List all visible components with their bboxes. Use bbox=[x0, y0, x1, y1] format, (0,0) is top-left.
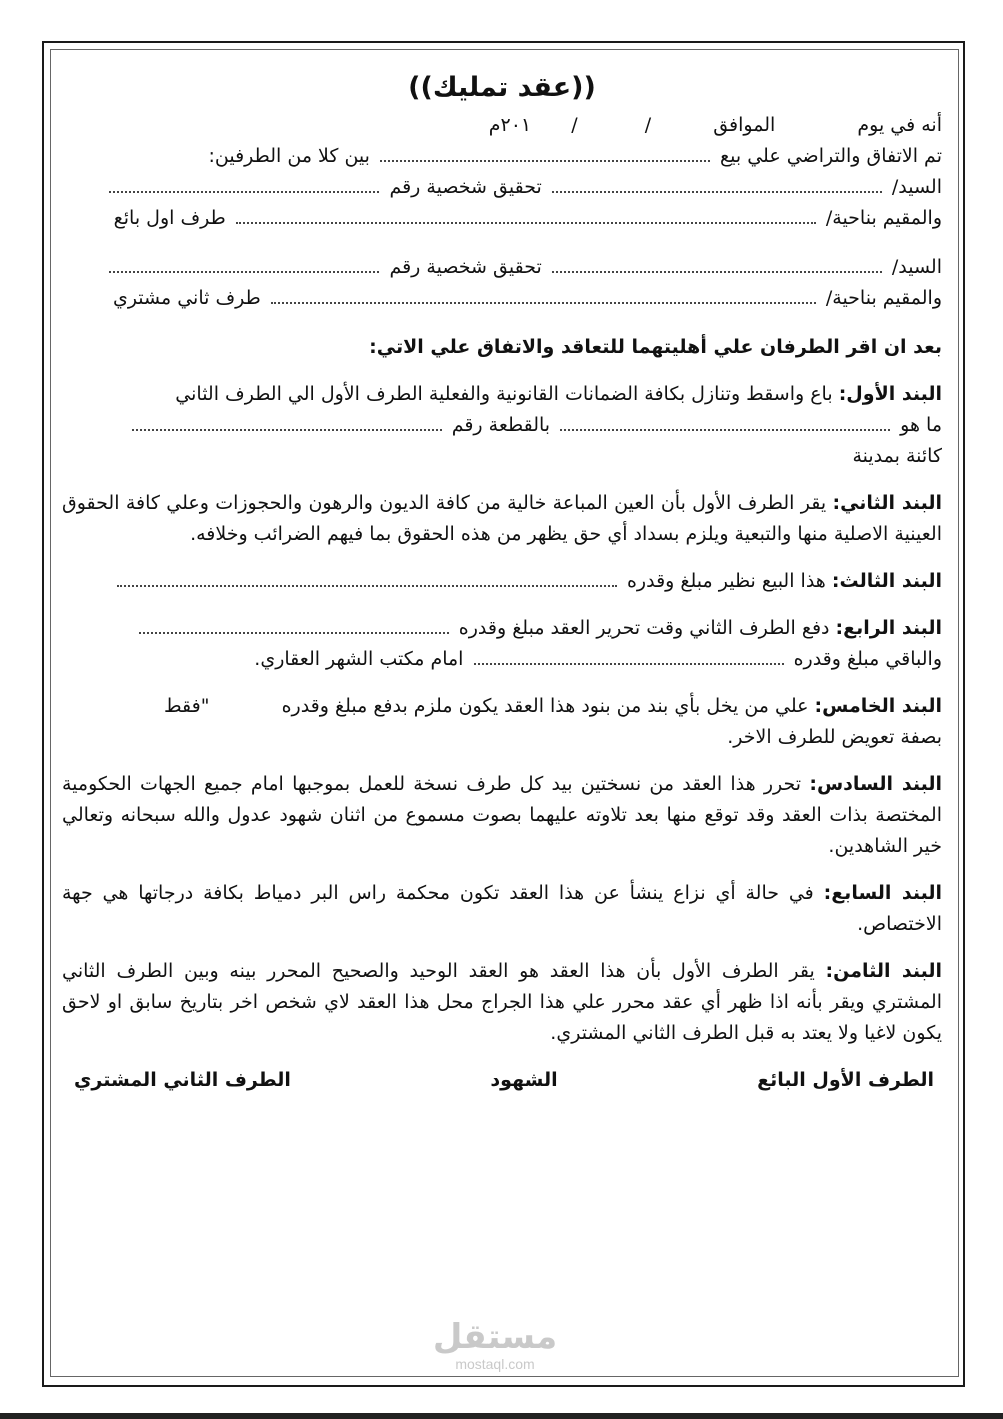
between-parties-label: بين كلا من الطرفين: bbox=[208, 145, 370, 167]
agreement-line bbox=[62, 141, 942, 172]
party2-residence-label: والمقيم بناحية/ bbox=[825, 287, 942, 309]
clause-6 bbox=[62, 769, 942, 862]
clause-5 bbox=[62, 691, 942, 753]
clause-1-line-3: كائنة بمدينة bbox=[852, 445, 942, 467]
clause-3-label: البند الثالث: bbox=[831, 570, 942, 592]
clause-5-only: "فقط bbox=[164, 695, 210, 717]
party1-name-blank bbox=[552, 177, 882, 193]
day-label: أنه في يوم bbox=[857, 114, 942, 136]
clause-5-label: البند الخامس: bbox=[814, 695, 942, 717]
page-bottom-edge bbox=[0, 1413, 1003, 1419]
signature-row bbox=[62, 1065, 942, 1096]
clause-3 bbox=[62, 566, 942, 597]
party1-mr-label: السيد/ bbox=[891, 176, 942, 198]
party2-role: طرف ثاني مشتري bbox=[112, 287, 261, 309]
date-slash-1: / bbox=[644, 114, 652, 136]
clause-1-what-label: ما هو bbox=[900, 414, 942, 436]
clause-4 bbox=[62, 613, 942, 675]
party1-id-label: تحقيق شخصية رقم bbox=[389, 176, 542, 198]
clause-1-text: باع واسقط وتنازل بكافة الضمانات القانونية والفعلية الطرف الأول الي الطرف الثاني bbox=[175, 383, 833, 405]
clause-7-label: البند السابع: bbox=[823, 882, 942, 904]
agreement-label: تم الاتفاق والتراضي علي بيع bbox=[720, 145, 942, 167]
mostaql-watermark bbox=[420, 1318, 570, 1372]
party1-role: طرف اول بائع bbox=[113, 207, 226, 229]
clause-3-amount-blank bbox=[117, 571, 617, 587]
clause-2-text: يقر الطرف الأول بأن العين المباعة خالية من كافة الديون والرهون والحجوزات وعلي كافة الحقوق العينية الاصلية منها والتبعية ويلزم بسداد أي حق يظهر من هذه الحقوق بما فيهم الضرائب وخلافه. bbox=[62, 492, 942, 545]
party2-id-label: تحقيق شخصية رقم bbox=[389, 256, 542, 278]
clause-7 bbox=[62, 878, 942, 940]
party2-name-line bbox=[62, 252, 942, 283]
clause-5-line-2: بصفة تعويض للطرف الاخر. bbox=[727, 726, 942, 748]
clause-1-plot-label: بالقطعة رقم bbox=[451, 414, 551, 436]
clause-1-line-2 bbox=[62, 410, 942, 441]
date-line bbox=[62, 110, 942, 141]
clause-1-what-blank bbox=[560, 415, 890, 431]
date-slash-2: / bbox=[571, 114, 578, 136]
signature-witnesses: الشهود bbox=[490, 1069, 558, 1091]
clause-2-label: البند الثاني: bbox=[832, 492, 942, 514]
clause-4-label: البند الرابع: bbox=[835, 617, 942, 639]
clause-3-text: هذا البيع نظير مبلغ وقدره bbox=[626, 570, 826, 592]
watermark-latin: mostaql.com bbox=[455, 1356, 535, 1372]
clause-6-text: تحرر هذا العقد من نسختين بيد كل طرف نسخة للعمل بموجبها امام جميع الجهات الحكومية المختصة بذات العقد وقد توقع منها بعد تلاوته عليهما بصوت مسموع من اثنان شهود عدول والله سبحانه وتعالي خير الشاهدين. bbox=[62, 773, 942, 857]
watermark-arabic: مستقل bbox=[432, 1317, 558, 1357]
party2-mr-label: السيد/ bbox=[891, 256, 942, 278]
signature-seller: الطرف الأول البائع bbox=[757, 1069, 934, 1091]
clause-1-plot-blank bbox=[132, 415, 442, 431]
clause-4-amount-blank bbox=[139, 618, 449, 634]
party1-name-line bbox=[62, 172, 942, 203]
clause-8-text: يقر الطرف الأول بأن هذا العقد هو العقد الوحيد والصحيح المحرر بينه وبين الطرف الثاني المشتري ويقر بأنه اذا ظهر أي عقد محرر علي هذا الجراج محل هذا العقد لاي شخص اخر بتاريخ سابق او لاحق يكون لاغيا ولا يعتد به قبل الطرف الثاني المشتري. bbox=[62, 960, 942, 1044]
clause-2 bbox=[62, 488, 942, 550]
party1-id-blank bbox=[109, 177, 379, 193]
signature-buyer: الطرف الثاني المشتري bbox=[74, 1069, 291, 1091]
clause-1 bbox=[62, 379, 942, 472]
clause-4-office-text: امام مكتب الشهر العقاري. bbox=[254, 648, 464, 670]
party2-residence-line bbox=[62, 283, 942, 314]
party1-residence-blank bbox=[236, 208, 816, 224]
contract-title: ((عقد تمليك)) bbox=[408, 72, 596, 103]
clause-4-remaining-label: والباقي مبلغ وقدره bbox=[793, 648, 942, 670]
party1-residence-label: والمقيم بناحية/ bbox=[825, 207, 942, 229]
clause-6-label: البند السادس: bbox=[809, 773, 942, 795]
party2-id-blank bbox=[109, 257, 379, 273]
sale-item-blank bbox=[380, 146, 710, 162]
year-label: ٢٠١م bbox=[488, 114, 532, 136]
clause-4-text: دفع الطرف الثاني وقت تحرير العقد مبلغ وقدره bbox=[458, 617, 830, 639]
corresponding-label: الموافق bbox=[713, 114, 776, 136]
party2-residence-blank bbox=[271, 288, 816, 304]
clause-4-remaining-blank bbox=[474, 649, 784, 665]
party2-name-blank bbox=[552, 257, 882, 273]
clause-1-label: البند الأول: bbox=[838, 383, 942, 405]
intro-statement: بعد ان اقر الطرفان علي أهليتهما للتعاقد والاتفاق علي الاتي: bbox=[369, 336, 942, 358]
party1-residence-line bbox=[62, 203, 942, 234]
clause-8-label: البند الثامن: bbox=[825, 960, 942, 982]
clause-5-text: علي من يخل بأي بند من بنود هذا العقد يكون ملزم بدفع مبلغ وقدره bbox=[281, 695, 809, 717]
contract-body bbox=[62, 68, 942, 1096]
clause-7-text: في حالة أي نزاع ينشأ عن هذا العقد تكون محكمة راس البر دمياط بكافة درجاتها هي جهة الاختصاص. bbox=[62, 882, 942, 935]
clause-8 bbox=[62, 956, 942, 1049]
